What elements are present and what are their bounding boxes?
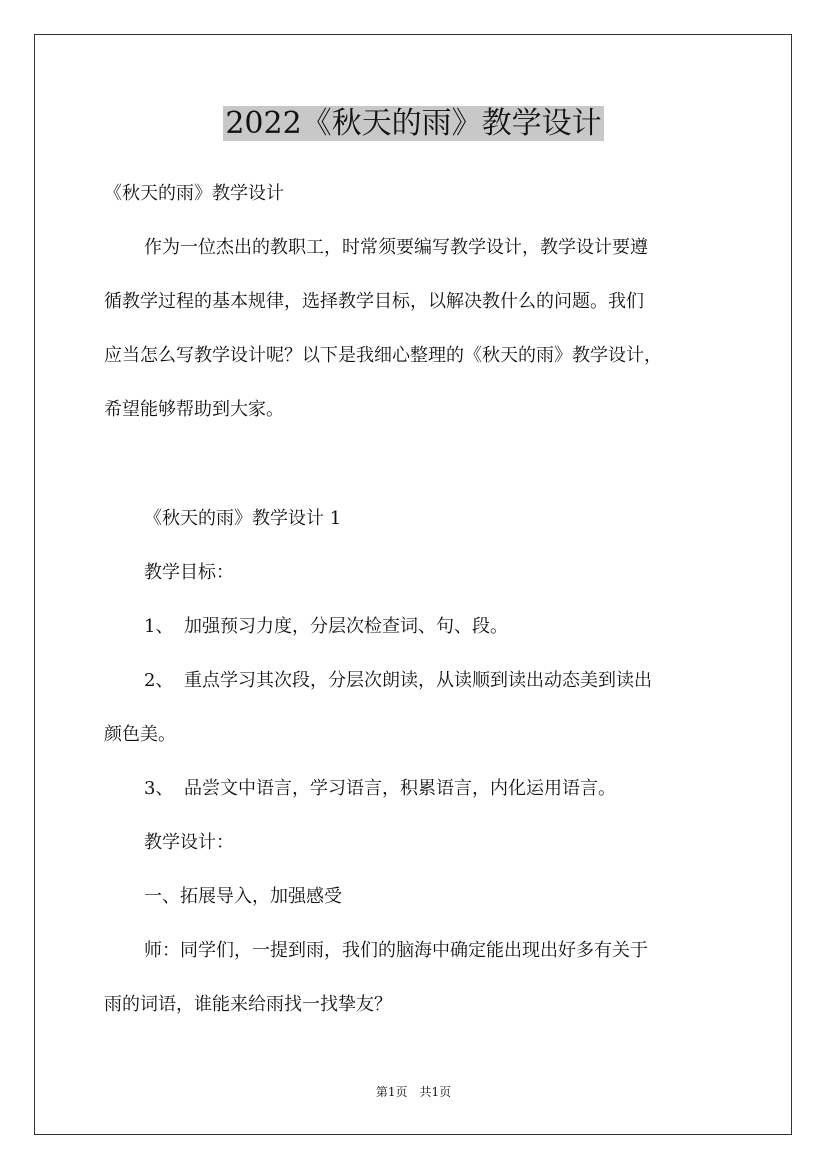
goal-item-2-continued: 颜色美。 bbox=[104, 724, 176, 745]
goal-text: 重点学习其次段，分层次朗读，从读顺到读出动态美到读出 bbox=[184, 670, 652, 691]
page-total: 共1页 bbox=[419, 1085, 452, 1099]
goal-number: 3、 bbox=[144, 778, 174, 799]
page-number: 第1页 bbox=[375, 1085, 408, 1099]
document-title bbox=[0, 104, 827, 144]
goal-item-1 bbox=[0, 615, 827, 639]
goal-item-3 bbox=[0, 777, 827, 801]
section-heading: 《秋天的雨》教学设计 1 bbox=[144, 508, 342, 529]
teacher-line-1: 师：同学们，一提到雨，我们的脑海中确定能出现出好多有关于 bbox=[144, 940, 648, 961]
intro-line-1: 作为一位杰出的教职工，时常须要编写教学设计，教学设计要遵 bbox=[144, 237, 648, 258]
page-footer bbox=[0, 1084, 827, 1100]
intro-line-3: 应当怎么写教学设计呢？以下是我细心整理的《秋天的雨》教学设计， bbox=[104, 345, 662, 366]
goal-number: 1、 bbox=[144, 616, 174, 637]
design-label: 教学设计： bbox=[144, 832, 234, 853]
subtitle: 《秋天的雨》教学设计 bbox=[104, 183, 284, 204]
document-title-text: 2022《秋天的雨》教学设计 bbox=[225, 106, 602, 141]
teacher-line-2: 雨的词语，谁能来给雨找一找挚友？ bbox=[104, 994, 392, 1015]
goals-label: 教学目标： bbox=[144, 562, 234, 583]
goal-item-2 bbox=[0, 669, 827, 693]
goal-text: 加强预习力度，分层次检查词、句、段。 bbox=[184, 616, 508, 637]
intro-line-2: 循教学过程的基本规律，选择教学目标，以解决教什么的问题。我们 bbox=[104, 291, 644, 312]
goal-text: 品尝文中语言，学习语言，积累语言，内化运用语言。 bbox=[184, 778, 616, 799]
intro-line-4: 希望能够帮助到大家。 bbox=[104, 399, 284, 420]
step-heading: 一、拓展导入，加强感受 bbox=[144, 886, 342, 907]
goal-number: 2、 bbox=[144, 670, 174, 691]
